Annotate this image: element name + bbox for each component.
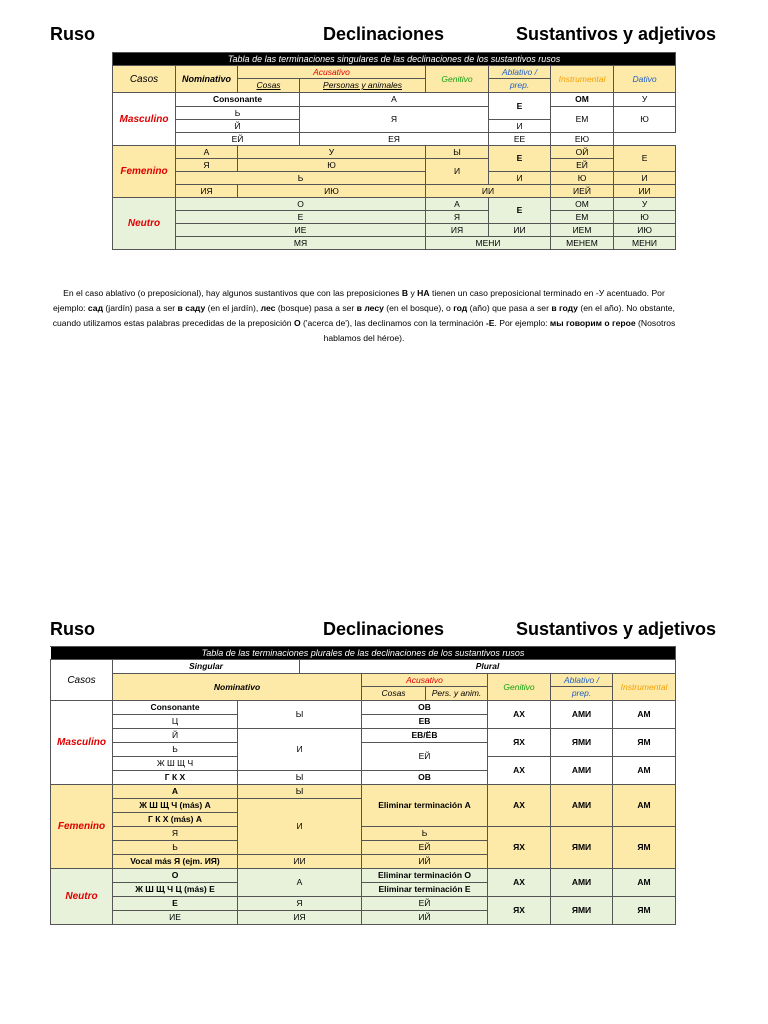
cell: ЕЙ bbox=[551, 159, 614, 172]
cell: МЯ bbox=[176, 237, 426, 250]
cell: ЕВ bbox=[362, 715, 488, 729]
cell: ЯМИ bbox=[551, 827, 613, 869]
cell: Ь bbox=[113, 841, 238, 855]
header-genitivo: Genitivo bbox=[426, 66, 489, 93]
header-singular: Singular bbox=[113, 660, 300, 674]
cell: Consonante bbox=[113, 701, 238, 715]
cell: Ы bbox=[238, 701, 362, 729]
text: в лесу bbox=[356, 303, 384, 313]
cell: И bbox=[238, 799, 362, 855]
cell: ЯХ bbox=[488, 897, 551, 925]
cell: ИИ bbox=[426, 185, 551, 198]
cell: О bbox=[113, 869, 238, 883]
cell: Е bbox=[489, 198, 551, 224]
cell: ОЙ bbox=[551, 146, 614, 159]
cell: ОВ bbox=[362, 771, 488, 785]
cell: ИЙ bbox=[362, 911, 488, 925]
cell: АМИ bbox=[551, 757, 613, 785]
cell: ОВ bbox=[362, 701, 488, 715]
cell: ЯМИ bbox=[551, 729, 613, 757]
text: . Por ejemplo: bbox=[494, 318, 550, 328]
cell: А bbox=[113, 785, 238, 799]
cell: А bbox=[300, 93, 489, 107]
cell: ЯХ bbox=[488, 729, 551, 757]
cell: Й bbox=[176, 120, 300, 133]
cell: И bbox=[489, 172, 551, 185]
cell: ЕЙ bbox=[176, 133, 300, 146]
text: (año) que pasa a ser bbox=[467, 303, 552, 313]
cell: ИЯ bbox=[426, 224, 489, 237]
cell: ЕЙ bbox=[362, 841, 488, 855]
cell: И bbox=[489, 120, 551, 133]
row-neutro: Neutro bbox=[113, 198, 176, 250]
text: -Е bbox=[485, 318, 495, 328]
text: y bbox=[408, 288, 418, 298]
header-genitivo: Genitivo bbox=[488, 674, 551, 701]
cell: Ь bbox=[176, 172, 426, 185]
cell: Ю bbox=[238, 159, 426, 172]
header-acusativo: Acusativo bbox=[362, 674, 488, 687]
singular-table bbox=[112, 52, 676, 250]
cell: ЯХ bbox=[488, 827, 551, 869]
cell: Ж Ш Щ Ч bbox=[113, 757, 238, 771]
cell: АМ bbox=[613, 757, 676, 785]
cell: ЕМ bbox=[551, 107, 614, 133]
cell: ИЮ bbox=[614, 224, 676, 237]
cell: ИЯ bbox=[238, 911, 362, 925]
cell: А bbox=[426, 198, 489, 211]
cell: А bbox=[176, 146, 238, 159]
header-personas: Personas y animales bbox=[300, 79, 426, 93]
header-subtopic: Sustantivos y adjetivos bbox=[516, 24, 717, 44]
text: (en el jardín), bbox=[205, 303, 261, 313]
cell: Eliminar terminación О bbox=[362, 869, 488, 883]
cell: ЕМ bbox=[551, 211, 614, 224]
cell: ЯМ bbox=[613, 729, 676, 757]
row-masculino: Masculino bbox=[113, 93, 176, 146]
row-femenino: Femenino bbox=[113, 146, 176, 198]
cell: ЕЙ bbox=[362, 897, 488, 911]
cell: Е bbox=[176, 211, 426, 224]
cell: ЕЕ bbox=[489, 133, 551, 146]
cell: Ы bbox=[238, 771, 362, 785]
cell: ИЕЙ bbox=[551, 185, 614, 198]
cell: АМИ bbox=[551, 701, 613, 729]
cell: И bbox=[614, 172, 676, 185]
cell: Ь bbox=[176, 107, 300, 120]
cell: Ю bbox=[614, 107, 676, 133]
cell: Eliminar terminación Е bbox=[362, 883, 488, 897]
cell: Vocal más Я (ejm. ИЯ) bbox=[113, 855, 238, 869]
cell: Е bbox=[489, 146, 551, 172]
header-acusativo: Acusativo bbox=[238, 66, 426, 79]
cell: АМ bbox=[613, 785, 676, 827]
header-casos: Casos bbox=[51, 660, 113, 701]
cell: МЕНЕМ bbox=[551, 237, 614, 250]
cell: ЯМ bbox=[613, 897, 676, 925]
cell: ЯМ bbox=[613, 827, 676, 869]
cell: Ь bbox=[362, 827, 488, 841]
cell: Г К Х bbox=[113, 771, 238, 785]
text: сад bbox=[87, 303, 104, 313]
cell: ИЮ bbox=[238, 185, 426, 198]
cell: АХ bbox=[488, 785, 551, 827]
plural-table bbox=[50, 646, 676, 925]
header-cosas: Cosas bbox=[362, 687, 426, 701]
cell: ИЕ bbox=[113, 911, 238, 925]
header-instrumental: Instrumental bbox=[613, 674, 676, 701]
row-femenino: Femenino bbox=[51, 785, 113, 869]
header-casos: Casos bbox=[113, 66, 176, 93]
table-title: Tabla de las terminaciones singulares de las declinaciones de los sustantivos rusos bbox=[113, 53, 676, 66]
text: В bbox=[401, 288, 409, 298]
header-ablativo: Ablativo / bbox=[489, 66, 551, 79]
ablative-note bbox=[50, 286, 678, 346]
text: (jardín) pasa a ser bbox=[103, 303, 178, 313]
cell: ЕВ/ЁВ bbox=[362, 729, 488, 743]
header-nominativo: Nominativo bbox=[176, 66, 238, 93]
cell: Я bbox=[426, 211, 489, 224]
cell: И bbox=[426, 159, 489, 185]
cell: ИЕ bbox=[176, 224, 426, 237]
cell: Ы bbox=[238, 785, 362, 799]
text: НА bbox=[417, 288, 430, 298]
cell: ОМ bbox=[551, 198, 614, 211]
text: мы говорим о герое bbox=[549, 318, 636, 328]
header-prep: prep. bbox=[489, 79, 551, 93]
cell: У bbox=[614, 198, 676, 211]
text: tienen un caso preposicional terminado en -У acentuado. Por ejemplo: bbox=[53, 288, 665, 313]
cell: Й bbox=[113, 729, 238, 743]
cell: Г К Х (más) А bbox=[113, 813, 238, 827]
cell: Ц bbox=[113, 715, 238, 729]
cell: АХ bbox=[488, 869, 551, 897]
cell: О bbox=[176, 198, 426, 211]
cell: ИИ bbox=[614, 185, 676, 198]
cell: АХ bbox=[488, 701, 551, 729]
cell: МЕНИ bbox=[614, 237, 676, 250]
text: год bbox=[453, 303, 468, 313]
text: (en el bosque), o bbox=[383, 303, 454, 313]
table-title: Tabla de las terminaciones plurales de las declinaciones de los sustantivos rusos bbox=[51, 647, 676, 660]
header-instrumental: Instrumental bbox=[551, 66, 614, 93]
text: ('acerca de'), las declinamos con la terminación bbox=[300, 318, 486, 328]
header-topic: Declinaciones bbox=[323, 24, 445, 44]
header-bottom bbox=[0, 619, 768, 649]
cell: АМИ bbox=[551, 785, 613, 827]
header-cosas: Cosas bbox=[238, 79, 300, 93]
cell: ИЙ bbox=[362, 855, 488, 869]
cell: Consonante bbox=[176, 93, 300, 107]
cell: Ь bbox=[113, 743, 238, 757]
cell: Ю bbox=[614, 211, 676, 224]
header-plural: Plural bbox=[300, 660, 676, 674]
cell: АМИ bbox=[551, 869, 613, 897]
cell: ИИ bbox=[489, 224, 551, 237]
header-dativo: Dativo bbox=[614, 66, 676, 93]
cell: Е bbox=[614, 146, 676, 172]
cell: Ю bbox=[551, 172, 614, 185]
cell: ИЕМ bbox=[551, 224, 614, 237]
cell: Я bbox=[238, 897, 362, 911]
header-ablativo: Ablativo / bbox=[551, 674, 613, 687]
row-masculino: Masculino bbox=[51, 701, 113, 785]
header-topic: Declinaciones bbox=[323, 619, 445, 639]
cell: У bbox=[238, 146, 426, 159]
header-pers: Pers. y anim. bbox=[426, 687, 488, 701]
cell: А bbox=[238, 869, 362, 897]
row-neutro: Neutro bbox=[51, 869, 113, 925]
cell: Я bbox=[300, 107, 489, 133]
cell: ЕЙ bbox=[362, 743, 488, 771]
header-top bbox=[0, 24, 768, 54]
header-nominativo: Nominativo bbox=[113, 674, 362, 701]
cell: И bbox=[238, 729, 362, 771]
cell: Ж Ш Щ Ч Ц (más) Е bbox=[113, 883, 238, 897]
cell: ЕЮ bbox=[551, 133, 614, 146]
cell: ЕЯ bbox=[300, 133, 489, 146]
text: (en el año). No obstante, cuando utilizamos estas palabras precedidas de la preposición bbox=[52, 303, 675, 328]
cell: Eliminar terminación А bbox=[362, 785, 488, 827]
header-language: Ruso bbox=[50, 619, 95, 639]
cell: МЕНИ bbox=[426, 237, 551, 250]
text: в году bbox=[551, 303, 578, 313]
cell: АМ bbox=[613, 701, 676, 729]
text: (Nosotros hablamos del héroe). bbox=[323, 318, 676, 343]
cell: ОМ bbox=[551, 93, 614, 107]
cell: Ы bbox=[426, 146, 489, 159]
text: в саду bbox=[177, 303, 206, 313]
header-subtopic: Sustantivos y adjetivos bbox=[516, 619, 717, 639]
cell: ИИ bbox=[238, 855, 362, 869]
cell: АМ bbox=[613, 869, 676, 897]
cell: ИЯ bbox=[176, 185, 238, 198]
cell: Е bbox=[113, 897, 238, 911]
cell: АХ bbox=[488, 757, 551, 785]
header-prep: prep. bbox=[551, 687, 613, 701]
text: (bosque) pasa a ser bbox=[275, 303, 357, 313]
text: О bbox=[293, 318, 301, 328]
text: лес bbox=[260, 303, 276, 313]
cell: Е bbox=[489, 93, 551, 120]
header-language: Ruso bbox=[50, 24, 95, 44]
cell: ЯМИ bbox=[551, 897, 613, 925]
cell: У bbox=[614, 93, 676, 107]
cell: Ж Ш Щ Ч (más) А bbox=[113, 799, 238, 813]
text: En el caso ablativo (o preposicional), hay algunos sustantivos que con las preposiciones bbox=[63, 288, 402, 298]
cell: Я bbox=[113, 827, 238, 841]
cell: Я bbox=[176, 159, 238, 172]
